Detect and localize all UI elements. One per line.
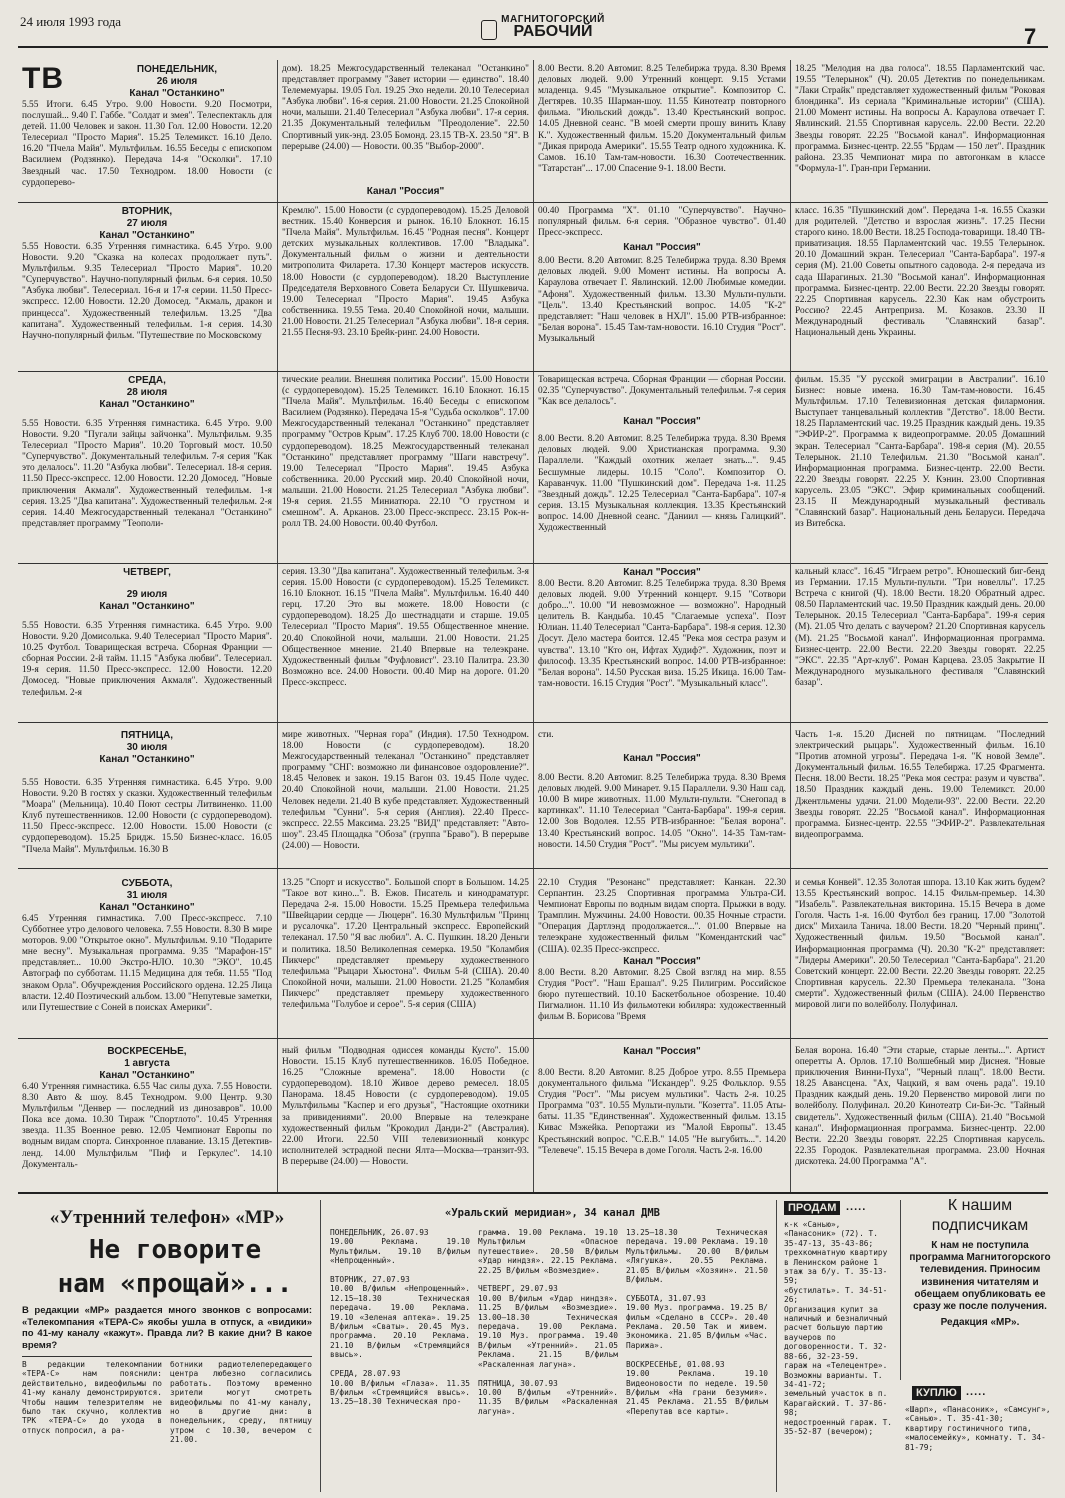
day-date: 29 июля xyxy=(126,589,168,600)
day-title: ПОНЕДЕЛЬНИК, xyxy=(136,64,218,75)
schedule-text: 8.00 Вести. 8.20 Автомиг. 8.25 Телебиржа труда. 8.30 Время деловых людей. 9.00 Момент истины. На вопросы А. Караулова отвечает Г. Явлинский. 12.00 Любимые комедии. "Афоня". Художественный фильм. 13.30 Мульти-пульти. "Цель". 13.40 Крестьянский вопрос. 14.05 "К-2" представляет: "Наш человек в НХЛ". 15.00 РТВ-избранное: "Белая ворона". 15.45 Там-там-новости. 16.10 Студия "Рост". Музыкальный xyxy=(538,256,786,344)
saturday-col-1 xyxy=(22,878,272,1036)
friday-col-3 xyxy=(538,730,786,866)
channel-name: Канал "Останкино" xyxy=(99,1070,195,1081)
ural-col-3: 13.25—18.30 Техническая передача. 19.00 Реклама. 19.10 Мультфильмы. 20.00 В/фильм «Лягушка». 20.55 Реклама. 21.05 В/фильм «Хозяин». 21.50 В/фильм. СУББОТА, 31.07.93 19.00 Муз. программа. 19.25 В/фильм «Сделано в СССР». 20.40 Реклама. 20.50 Так и живем. Экономика. 21.05 В/фильм «Час. Парижа». ВОСКРЕСЕНЬЕ, 01.08.93 19.00 Реклама. 19.10 Видеоновости по неделе. 19.50 В/фильм «На грани безумия». 21.45 Реклама. 21.55 В/фильм «Перепутав все карты». xyxy=(626,1228,768,1416)
sunday-col-3 xyxy=(538,1046,786,1190)
thursday-col-4 xyxy=(795,567,1045,720)
schedule-text: 5.55 Новости. 6.35 Утренняя гимнастика. 6.45 Утро. 9.00 Новости. 9.20 "Пугали зайцы зайчонка". Мультфильм. 9.35 Телесериал "Просто Мария". 10.20 Торговый мост. 10.50 "Суперчувство". Документальный телефильм. 7-я серия "Как это делалось". 11.20 "Азбука любви". Телесериал. 18-я серия. 11.50 Пресс-экспресс. 12.00 Новости. 12.20 Домосед. "Новые приключения Акмаля". Художественный телефильм. 1-я серия. 13.25 "Два капитана". Художественный телефильм. 2-я серия. 14.40 Межгосударственный телеканал "Останкино" представляет программу "Теополи- xyxy=(22,419,272,529)
sell-text: к-к «Санью», «Панасоник» (72). Т. 35-47-13, 35-43-86; трехкомнатную квартиру в Ленинском районе 1 этаж за б/у. Т. 35-13-59; «бустилать». Т. 34-51-26; Организация купит за наличный и безналичный расчет большую партию ваучеров по договоренности. Т. 32-88-66, 32-23-59. гараж на «Телецентре». Возможны варианты. Т. 34-41-72; земельный участок в п. Карагайский. Т. 37-86-98; недостроенный гараж. Т. 35-52-87 (вечером); xyxy=(784,1220,892,1436)
schedule-text: серия. 13.30 "Два капитана". Художественный телефильм. 3-я серия. 15.00 Новости (с сурдопереводом). 15.25 Телемикст. 16.10 Блокнот. 16.15 "Пчела Майя". Мультфильм. 16.40 440 герц. 17.20 Это вы можете. 18.00 Новости (с сурдопереводом). 18.25 До шестнадцати и старше. 19.05 Телесериал "Просто Мария". 19.55 Общественное мнение. 20.40 Спокойной ночи, малыши. 21.00 Новости. 21.25 Общественное мнение. 21.40 Впервые на телеэкране. Художественный фильм "Фуфловист". 23.10 Палитра. 23.30 Возможно все. 24.00 Новости. 00.40 Мир на дороге. 01.20 Пресс-экспресс. xyxy=(282,567,529,688)
schedule-text: кальный класс". 16.45 "Играем ретро". Юношеский биг-бенд из Германии. 17.15 Мульти-пульти. "Три новеллы". 17.25 Встреча с книгой (Ч). 18.00 Вести. 18.20 Обратный адрес. 08.50 Парламентский час. 19.50 Праздник каждый день. 20.00 Телерынок. 20.15 Телесериал "Санта-Барбара". 199-я серия (М). 21.05 Что делать с ваучером? 21.20 Спортивная карусель (М). 21.25 "Восьмой канал". Информационная программа. Бизнес-центр. 22.00 Вести. 22.20 Звезды говорят. 22.25 "ЭКС". 22.35 "Арт-клуб". Роман Карцева. 23.05 Закрытие II Международного музыкального фестиваля "Славянский базар". xyxy=(795,567,1045,688)
day-separator xyxy=(18,563,1048,564)
sunday-col-2 xyxy=(282,1046,529,1190)
day-date: 31 июля xyxy=(126,890,168,901)
column-rule xyxy=(790,60,791,1192)
schedule-text: 6.45 Утренняя гимнастика. 7.00 Пресс-экспресс. 7.10 Субботнее утро делового человека. 7.55 Новости. 8.30 В мире моторов. 9.00 "Открытое окно". Мультфильм. 9.10 "Подарите мне весну". Музыкальная программа. 9.35 "Марафон-15" представляет... 10.00 Экстро-НЛО. 10.30 "ЭКО". 10.45 Автограф по субботам. 11.15 Медицина для тебя. 11.55 "Под знаком Орла". Обучреждения Российского ордена. 12.25 Лица власти. 12.40 Поэтический альбом. 13.00 "Непутевые заметки, или Путешествие с Соней в поисках Америки". xyxy=(22,914,272,1013)
schedule-text: 13.25 "Спорт и искусство". Большой спорт в Большом. 14.25 "Такое вот кино...". В. Ежов. Писатель и кинодраматург. Передача 2-я. 15.00 Новости. 15.25 Премьера телефильма "Швейцарии сердце — Люцерн". 16.30 Мультфильм "Принц и русалочка". 17.20 Центральный экспресс. Европейский телеканал. 17.50 "Я вас любил". А. С. Пушкин. 18.20 Деньги и политика. 18.50 Великолепная семерка. 19.50 "Коламбия Пикчерс" представляет премьеру художественного телефильма "Рыцари Хьюстона". Фильм 5-й (США). 20.40 Спокойной ночи, малыши. 21.00 Новости. 21.25 "Коламбия Пикчерс" представляет премьеру художественного телефильма "Голубое и серое". 5-я серия (США) xyxy=(282,878,529,1011)
schedule-text: 8.00 Вести. 8.20 Автомиг. 8.25 Телебиржа труда. 8.30 Время деловых людей. 9.00 Минарет. 9.15 Параллели. 9.30 Наш сад. 10.00 В мире животных. 11.00 Мульти-пульти. "Снегопад в картинках". 11.10 Телесериал "Санта-Барбара". 199-я серия. 12.00 Зов Водолея. 12.55 РТВ-избранное: "Белая ворона". 13.40 Крестьянский вопрос. 14.05 "Окно". 14-35 Там-там-новости. 14.50 Студия "Рост". "Мы рисуем мультики". xyxy=(538,773,786,850)
channel-name: Канал "Останкино" xyxy=(99,601,195,612)
day-separator xyxy=(18,202,1048,203)
day-separator xyxy=(18,371,1048,372)
sell-rubric: ПРОДАМ xyxy=(784,1201,840,1215)
page-number: 7 xyxy=(1024,24,1037,49)
header-rule xyxy=(18,46,1048,48)
schedule-text: Кремлю". 15.00 Новости (с сурдопереводом). 15.25 Деловой вестник. 15.40 Конверсия и рынок. 16.10 Блокнот. 16.15 "Пчела Майя". Мультфильм. 16.45 "Родная песня". Концерт детских музыкальных коллективов. 17.00 "Владыка". Документальный фильм о жизни и деятельности митрополита Филарета. 17.30 Концерт мастеров искусств. 18.00 Новости (с сурдопереводом). 18.20 Выступление Председателя Верховного Совета Беларуси Ст. Шушкевича. 19.00 Телесериал "Просто Мария". 19.45 Азбука собственника. 19.55 Тема. 20.40 Спокойной ночи, малыши. 21.00 Новости. 21.25 Телесериал "Азбука любви". 18-я серия. 21.55 Песня-93. 23.10 Брейк-ринг. 24.00 Новости. xyxy=(282,206,529,339)
subscribers-title-line-2: подписчикам xyxy=(931,1217,1029,1234)
thursday-col-2 xyxy=(282,567,529,720)
channel-name: Канал "Россия" xyxy=(623,416,701,428)
day-date: 28 июля xyxy=(126,387,168,398)
friday-col-4 xyxy=(795,730,1045,866)
saturday-col-3 xyxy=(538,878,786,1036)
tv-section-label: ТВ xyxy=(22,62,64,95)
schedule-text: мире животных. "Черная гора" (Индия). 17.50 Технодром. 18.00 Новости (с сурдопереводом). 18.20 Межгосударственный телеканал "Останкино" представляет программу "СНГ: возможно ли финансовое оздоровление?". 18.45 Человек и закон. 19.15 Вагон 03. 19.45 Поле чудес. 20.40 Спокойной ночи, малыши. 21.00 Новости. 21.25 Человек недели. 21.40 В кубе представляет. Художественный телефильм "Сунни". 5-я серия (Англия). 22.40 Пресс-экспресс. 22.55 Максима. 23.25 "ВИД" представляет: "Авто-шоу". 23.45 Площадка "Обоза" (группа "Браво"). В перерыве (24.00) — Новости. xyxy=(282,730,529,851)
schedule-text: 5.55 Новости. 6.35 Утренняя гимнастика. 6.45 Утро. 9.00 Новости. 9.20 В гостях у сказки. Художественный телефильм "Моара" (Мельница). 10.40 Поют сестры Литвиненко. 11.00 Клуб путешественников. 12.00 Новости (с сурдопереводом). 11.50 Пресс-экспресс. 12.00 Новости. 15.00 Новости (с сурдопереводом). 15.25 Бридж. 15.50 Бизнес-класс. 16.05 "Пчела Майя". Мультфильм. 16.30 В xyxy=(22,778,272,855)
sunday-col-1 xyxy=(22,1046,272,1190)
day-separator xyxy=(18,722,1048,723)
schedule-text: 5.55 Новости. 6.35 Утренняя гимнастика. 6.45 Утро. 9.00 Новости. 9.20 "Сказка на колесах продолжает путь". Мультфильм. 9.35 Телесериал "Просто Мария". 10.20 "Суперчувство". Научно-популярный фильм. 6-я серия. 10.50 "Азбука любви". Телесериал. 16-я и 17-я серии. 11.50 Пресс-экспресс. 12.00 Новости. 12.20 Домосед. "Акмаль, дракон и принцесса". Художественный телефильм. 13.25 "Два капитана". Художественный телефильм. 1-я серия. 14.30 Научно-популярный фильм. "Путешествие по Московскому xyxy=(22,242,272,341)
issue-date: 24 июля 1993 года xyxy=(20,14,122,29)
day-title: ПЯТНИЦА, xyxy=(120,730,174,741)
schedule-text: дом). 18.25 Межгосударственный телеканал "Останкино" представляет программу "Завет истории — единство". 18.40 Телемемуары. 19.05 Гол. 19.25 Эхо недели. 20.10 Телесериал "Азбука любви". 16-я серия. 21.00 Новости. 21.25 Спокойной ночи, малыши. 21.40 Телесериал "Азбука любви". 17-я серия. 21.35 Документальный телефильм "Преодоление". 22.50 Спортивный уик-энд. 23.05 Бомонд. 23.15 ТВ-Х. 23.50 "Я". В перерыве (24.00) — Новости. 00.35 "Выбор-2000". xyxy=(282,64,529,152)
saturday-col-4 xyxy=(795,878,1045,1036)
subscribers-title-line-1: К нашим xyxy=(947,1197,1013,1214)
schedule-text: и семья Конвей". 12.35 Золотая шпора. 13.10 Как жить будем? 13.55 Крестьянский вопрос. 14.15 Фильм-премьер. 14.30 "Изабель". Развлекательная викторина. 15.15 Вечера в доме Гоголя. Часть 1-я. 16.00 Футбол без границ. 17.00 "Золотой диск" Михаила Танича. 18.00 Вести. 18.20 "Черный принц". Художественный фильм. 19.50 "Восьмой канал". Информационная программа (Ч). 20.30 "К-2" представляет: "Лидеры Америки". 20.50 Телесериал "Санта-Барбара". 21.20 Советский концерт. 22.00 Вести. 22.20 Звезды говорят. 22.25 Спортивная карусель. 22.30 Премьера телеканала. "Зона смерти". Художественный фильм (США). 24.00 Первенство мировой лиги по волейболу. Полуфинал. xyxy=(795,878,1045,1011)
channel-name: Канал "Россия" xyxy=(623,1046,701,1057)
mr-ad-lead: В редакции «МР» раздается много звонков с вопросами: «Телекомпания «ТЕРА-С» якобы ушла в отпуск, а «видики» по 41-му каналу «кажут». Правда ли? В какие дни? В какое время? xyxy=(22,1305,312,1351)
monday-col-3 xyxy=(538,64,786,200)
tuesday-col-1 xyxy=(22,206,272,369)
friday-col-1 xyxy=(22,730,272,866)
day-title: СРЕДА, xyxy=(128,375,166,386)
masthead-line-1: МАГНИТОГОРСКИЙ xyxy=(501,14,605,25)
schedule-text: 00.40 Программа "Х". 01.10 "Суперчувство". Научно-популярный фильм. 6-я серия. "Образное чувство". 01.40 Пресс-экспресс. xyxy=(538,206,786,239)
day-date: 26 июля xyxy=(156,76,198,87)
schedule-text: ный фильм "Подводная одиссея команды Кусто". 15.00 Новости. 15.15 Клуб путешественников. 16.05 Победное. 16.25 "Сложные времена". 18.00 Новости (с сурдопереводом). 18.10 Живое дерево ремесел. 18.05 Панорама. 18.45 Новости (с сурдопереводом). 19.05 Мультфильмы "Каспер и его друзья", "Настоящие охотники за привидениями". 20.00 Впервые на телеэкране художественный фильм "Крокодил Данди-2" (Австралия). 22.00 Итоги. 22.50 VIII телевизионный конкурс исполнителей эстрадной песни Ялта—Москва—транзит-93. В перерыве (24.00) — Новости. xyxy=(282,1046,529,1167)
column-rule xyxy=(776,1200,777,1492)
masthead-line-2: РАБОЧИЙ xyxy=(513,23,593,40)
column-rule xyxy=(900,1200,901,1380)
subscribers-text: К нам не поступила программа Магнитогорского телевидения. Приносим извинения читателям и обещаем опубликовать ее сразу же после получения. xyxy=(909,1240,1051,1313)
saturday-col-2 xyxy=(282,878,529,1036)
monday-col-2 xyxy=(282,64,529,180)
ural-col-1: ПОНЕДЕЛЬНИК, 26.07.93 19.00 Реклама. 19.10 Мультфильм. 19.10 В/фильм «Непрощенный». ВТОРНИК, 27.07.93 10.00 В/фильм «Непрощенный». 12.15—18.30 Техническая передача. 19.00 Реклама. 19.10 «Зеленая аптека». 19.25 В/фильм «Сваты». 20.45 Муз. программа. 20.10 Реклама. 21.10 В/фильм «Стремящийся ввысь». СРЕДА, 28.07.93 10.00 В/фильм «Глаза». 11.35 В/фильм «Стремящийся ввысь». 13.25—18.30 Техническая про- xyxy=(330,1228,470,1407)
schedule-text: 18.25 "Мелодия на два голоса". 18.55 Парламентский час. 19.55 "Телерынок" (Ч). 20.05 Детектив по понедельникам. "Лаки Страйк" представляет художественный фильм "Роковая блондинка". Из сериала "Криминальные истории" (США). 21.00 Момент истины. На вопросы А. Караулова отвечает Г. Явлинский. 21.55 Спортивная карусель. 22.00 Вести. 22.20 Звезды говорят. 22.25 "Восьмой канал". Информационная программа. Бизнес-центр. 22.55 "Брдам — 150 лет". Праздник района. 23.35 Чемпионат мира по автогонкам в классе "Формула-1". Гран-при Германии. xyxy=(795,64,1045,174)
buy-text: «Шарп», «Панасоник», «Самсунг», «Санью». Т. 35-41-30; квартиру гостиничного типа, «малосемейку», комнату. Т. 34-81-79; xyxy=(905,1405,1051,1452)
tuesday-col-3 xyxy=(538,206,786,369)
buy-rubric: КУПЛЮ xyxy=(912,1386,961,1400)
rubric-dots-decoration: ..... xyxy=(846,1201,867,1213)
wednesday-col-4 xyxy=(795,375,1045,561)
thursday-col-3 xyxy=(538,567,786,720)
schedule-text: 8.00 Вести. 8.20 Автомиг. 8.25 Доброе утро. 8.55 Премьера документального фильма "Искандер". 9.25 Фольклор. 9.55 Студия "Рост". "Мы рисуем мультики". Часть 2-я. 10.25 Программа "03". 10.55 Мульти-пульти. "Козетта". 11.05 Аты-баты. 11.35 "Единственная". Художественный фильм. 13.15 Кивас Мэжейка. Репортажи из "Малой Европы". 13.45 Крестьянский вопрос. "С.Е.В." 14.05 "Не выгубить...". 14.20 "Телевече". 15.15 Вечера в доме Гоголя. Часть 2-я. 16.00 xyxy=(538,1068,786,1156)
channel-name: Канал "Россия" xyxy=(623,242,701,254)
schedule-text: 8.00 Вести. 8.20 Автомиг. 8.25 Свой взгляд на мир. 8.55 Студия "Рост". "Наш Ерашал". 9.25 Пилигрим. Российское бюро путешествий. 10.10 Баскетбольное обозрение. 10.40 Пигмалион. 11.10 Из фильмотеки юбиляра: художественный фильм В. Борисова "Время xyxy=(538,967,786,1023)
schedule-text: 6.40 Утренняя гимнастика. 6.55 Час силы духа. 7.55 Новости. 8.30 Авто & шоу. 8.45 Технодром. 9.00 Центр. 9.30 Мультфильм "Денвер — последний из динозавров". 10.00 Пока все дома. 10.30 Тираж "Спортлото". 10.45 Утренняя звезда. 11.35 Военное ревю. 12.05 Чемпионат Европы по водным видам спорта. Синхронное плавание. 13.15 Детектив-ленд. 14.00 Мультфильм "Пиф и Геркулес". 14.10 Документаль- xyxy=(22,1082,272,1170)
rubric-dots-decoration: ..... xyxy=(966,1386,987,1398)
mr-ad-headline-line-2: нам «прощай»... xyxy=(57,1269,293,1299)
tuesday-col-4 xyxy=(795,206,1045,369)
day-title: ЧЕТВЕРГ, xyxy=(123,567,171,578)
schedule-text: класс. 16.35 "Пушкинский дом". Передача 1-я. 16.55 Сказки для родителей. "Детство и взрослая жизнь". 17.25 Песни старого кино. 18.00 Вести. 18.25 Господа-товарищи. 18.40 ТВ-приватизация. 18.55 Парламентский час. 19.55 Телерынок. 20.10 Домашний экран. Телесериал "Санта-Барбара". 197-я серия (М). 21.00 Советы опытного садовода. 2-я передача из сада Шарагиных. 21.30 "Восьмой канал". Информационная программа. Бизнес-центр. 22.00 Вести. 22.20 Звезды говорят. 22.25 Спортивная карусель. 22.30 Как нам обустроить Россию? 22.45 Антреприза. М. Козаков. 23.30 II Международный фестиваль "Славянский базар". Национальный день Украины. xyxy=(795,206,1045,339)
schedule-text: Товарищеская встреча. Сборная Франции — сборная России. 02.35 "Суперчувство". Документальный телефильм. 7-я серия "Как все делалось". xyxy=(538,375,786,408)
day-title: СУББОТА, xyxy=(121,878,173,889)
schedule-text: 5.55 Новости. 6.35 Утренняя гимнастика. 6.45 Утро. 9.00 Новости. 9.20 Домисолька. 9.40 Телесериал "Просто Мария". 10.25 Футбол. Товарищеская встреча. Сборная Франции — сборная России. 2-й тайм. 11.15 "Азбука любви". Телесериал. 19-я серия. 11.50 Пресс-экспресс. 12.00 Новости. 12.20 Домосед. "Новые приключения Акмаля". Художественный телефильм. 2-я xyxy=(22,621,272,698)
section-rule xyxy=(18,1192,1048,1194)
mr-ad-body-1: В редакции телекомпании «ТЕРА-С» нам пояснили: действительно, видеофильмы по 41-му каналу демонстрируются. Чтобы нашим телезрителям не было так скучно, коллектив ТРК «ТЕРА-С» до ухода в отпуск попросил, а ра- xyxy=(22,1360,162,1435)
mr-ad-rule xyxy=(22,1356,312,1357)
sunday-col-4 xyxy=(795,1046,1045,1190)
column-rule xyxy=(277,60,278,1192)
channel-name: Канал "Россия" xyxy=(623,753,701,765)
monday-col-1 xyxy=(22,64,272,200)
column-rule xyxy=(533,60,534,1192)
schedule-text: Белая ворона. 16.40 "Эти старые, старые ленты...". Артист оперетты А. Орлов. 17.10 Волшебный мир Диснея. "Новые приключения Винни-Пуха", "Черный плащ". 18.00 Вести. 18.25 Авансцена. "Ах, Чацкий, я вам очень рада". 19.10 Праздник каждый день. 19.20 Первенство мировой лиги по волейболу. Полуфинал. 20.20 Кинотеатр Си-Би-Эс. "Тайный свидетель". Художественный фильм (США). 21.40 "Восьмой канал". Информационная программа. Бизнес-центр. 22.00 Вести. 22.20 Звезды говорят. 22.25 Спортивная карусель. 22.35 Городок. Развлекательная программа. 23.00 Ночная дискотека. 24.00 Программа "А". xyxy=(795,1046,1045,1167)
schedule-text: сти. xyxy=(538,730,554,740)
day-title: ВОСКРЕСЕНЬЕ, xyxy=(107,1046,187,1057)
day-date: 1 августа xyxy=(124,1058,170,1069)
day-separator xyxy=(18,1038,1048,1039)
channel-name: Канал "Россия" xyxy=(623,567,701,578)
wednesday-col-3 xyxy=(538,375,786,561)
monday-col-4 xyxy=(795,64,1045,200)
column-rule xyxy=(320,1200,321,1492)
mr-ad-headline xyxy=(50,1233,300,1301)
channel-name: Канал "Останкино" xyxy=(99,399,195,410)
day-title: ВТОРНИК, xyxy=(121,206,173,217)
schedule-text: Часть 1-я. 15.20 Дисней по пятницам. "Последний электрический рыцарь". Художественный фильм. 16.10 "Против атомной угрозы". Передача 1-я. "К новой Земле". Документальный фильм. 16.55 Телебиржа. 17.25 Фрагмента. Песня. 18.00 Вести. 18.25 "Река моя сестра: разум и чувства". 18.50 Праздник каждый день. 19.00 Телемикст. 20.00 Джентльмены удачи. 21.00 Модели-93". 22.00 Вести. 22.20 Звезды говорят. 22.25 "Восьмой канал". Информационная программа. Бизнес-центр. 22.55 "ЭФИР-2". Развлекательная видеопрограмма. xyxy=(795,730,1045,840)
schedule-text: тические реалии. Внешняя политика России". 15.00 Новости (с сурдопереводом). 15.25 Телемикст. 16.10 Блокнот. 16.15 "Пчела Майя". Мультфильм. 16.40 Беседы с епископом Василием (Родзянко). Передача 15-я "Судьба осколков". 17.00 Межгосударственный телеканал "Останкино" представляет программу "Остров Крым". 17.25 Клуб 700. 18.00 Новости (с сурдопереводом). 18.25 Межгосударственный телеканал "Останкино" представляет программу "Шаги навстречу". 19.00 Телесериал "Просто Мария". 19.45 Азбука собственника. 20.00 Русский мир. 20.40 Спокойной ночи, малыши. 21.00 Новости. 21.25 Телесериал "Азбука любви". 19-я серия. 21.55 Миниатюра. 22.10 "О грустном и смешном". А. Арканов. 23.00 Пресс-экспресс. 23.15 Рок-н-ролл ТВ. 24.00 Новости. 00.40 Футбол. xyxy=(282,375,529,530)
subscribers-notice xyxy=(905,1240,1055,1329)
channel-name: Канал "Россия" xyxy=(623,955,701,967)
channel-name: Канал "Останкино" xyxy=(99,754,195,765)
ural-col-2: грамма. 19.00 Реклама. 19.10 Мультфильм «Опасное путешествие». 20.50 В/фильм «Удар ниндзя». 22.15 Реклама. 22.25 В/фильм «Возмездие». ЧЕТВЕРГ, 29.07.93 10.00 В/фильм «Удар ниндзя». 11.25 В/фильм «Возмездие». 13.00—18.30 Техническая передача. 19.00 Реклама. 19.10 Муз. программа. 19.40 В/фильм «Утренний». 21.05 Реклама. 21.15 В/фильм «Раскаленная лагуна». ПЯТНИЦА, 30.07.93 10.00 В/фильм «Утренний». 11.35 В/фильм «Раскаленная лагуна». xyxy=(478,1228,618,1416)
subscribers-title xyxy=(905,1196,1055,1236)
channel-name: Канал "Останкино" xyxy=(99,230,195,241)
day-date: 27 июля xyxy=(126,218,168,229)
friday-col-2 xyxy=(282,730,529,866)
day-date: 30 июля xyxy=(126,742,168,753)
schedule-text: 8.00 Вести. 8.20 Автомиг. 8.25 Телебиржа труда. 8.30 Время деловых людей. 9.00 Утренний концерт. 9.15 "Сотвори добро...". 10.00 "И невозможное — возможно". Народный целитель В. Кандыба. 10.45 "Слагаемые успеха". Поэт Юлиан. 11.40 Телесериал "Санта-Барбара". 198-я серия. 12.30 Доcут. Дело мастера боится. 12.45 "Река моя сестра разум и чувства". 13.10 "Кто он, Ифтах Худиф?". Художник, поэт и философ. 13.35 Крестьянский вопрос. 14.00 РТВ-избранное: "Белая ворона". 14.50 Русская виза. 15.25 Икица. 16.00 Там-там-новости. 16.15 Студия "Рост". "Музыкальный класс". xyxy=(538,579,786,689)
schedule-text: 8.00 Вести. 8.20 Автомиг. 8.25 Телебиржа труда. 8.30 Время деловых людей. 9.00 Христианская программа. 9.30 Параллели. "Каждый охотник желает знать...". 9.45 Бесшумные лидеры. 10.15 "Соло". Композитор О. Караванчук. 11.00 "Пушкинский дом". Передача 1-я. 11.25 "Звездный дождь". 12.25 Телесериал "Санта-Барбара". 107-я серия. 13.15 Музыкальная коллекция. 13.35 Крестьянский вопрос. 14.00 Дневной сеанс. "Даниил — князь Галицкий". Художественный xyxy=(538,434,786,534)
channel-name: Канал "Останкино" xyxy=(129,88,225,99)
schedule-text: фильм. 15.35 "У русской эмиграции в Австралии". 16.10 Бизнес: новые имена. 16.30 Там-там-новости. 16.45 Мультфильм. 17.10 Телевизионная детская филармония. Выступает танцевальный коллектив "Детство". 18.00 Вести. 18.25 Парламентский час. 19.25 Праздник каждый день. 19.35 "ЭФИР-2". Программа к видеопрограмме. 20.05 Домашний экран. Телесериал "Санта-Барбара". 198-я серия (М). 20.55 Телерынок. 21.10 Телефильм. 21.30 "Восьмой канал". Информационная программа. Бизнес-центр. 22.00 Вести. 22.20 Звезды говорят. 22.25 У. Кэнин. 23.00 Спортивная карусель. 23.05 "ЭКС". Эфир криминальных сообщений. 23.15 II Международный музыкальный фестиваль "Славянский базар". Национальный день Беларуси. Передача из Витебска. xyxy=(795,375,1045,530)
schedule-text: 5.55 Итоги. 6.45 Утро. 9.00 Новости. 9.20 Посмотри, послушай... 9.40 Г. Габбе. "Солдат и змея". Телеспектакль для детей. 11.00 Человек и закон. 11.30 Гол. 12.00 Новости. 12.20 Телесериал "Просто Мария". 15.25 Телемикст. 16.10 Дело. 16.20 "Пчела Майя". Мультфильм. 16.55 Беседы с епископом Василием (Родзянко). Передача 14-я "Осколки". 17.10 Звездный час. 17.50 Технодром. 18.00 Новости (с сурдоперево- xyxy=(22,100,272,188)
thursday-col-1 xyxy=(22,567,272,720)
channel-name: Канал "Россия" xyxy=(366,186,445,197)
wednesday-col-2 xyxy=(282,375,529,561)
schedule-text: 8.00 Вести. 8.20 Автомиг. 8.25 Телебиржа труда. 8.30 Время деловых людей. 9.00 Утренний концерт. 9.15 Устами младенца. 9.45 "Музыкальное открытие". Композитор С. Дегтярев. 10.35 Шарман-шоу. 11.55 Кинотеатр повторного фильма. "Июльский дождь". 13.40 Крестьянский вопрос. 14.05 Дневной сеанс. "В моей смерти прошу винить Клаву К.". Художественный фильм. 15.20 Документальный фильм "Дикая природа Америки". 15.55 Театр одного художника. К. Самов. 16.10 Там-там-новости. 16.30 Соотечественник. "Татарстан"... 17.00 Спасение 9-1. 18.00 Вести. xyxy=(538,64,786,174)
mr-ad-body-2: ботники радиотелепередающего центра любезно согласились работать. Поэтому временно зрители могут смотреть видеофильмы по 41-му каналу, но в другие дни: в понедельник, среду, пятницу утром с 10.30, вечером с 21.00. xyxy=(170,1360,312,1445)
wednesday-col-1 xyxy=(22,375,272,561)
mr-ad-headline-line-1: Не говорите xyxy=(88,1235,262,1265)
tuesday-col-2 xyxy=(282,206,529,369)
schedule-text: 22.10 Студия "Резонанс" представляет: Канкан. 22.30 Серпантин. 23.25 Спортивная программа Ультра-СИ. Чемпионат Европы по водным видам спорта. Прыжки в воду. Трамплин. Мужчины. 24.00 Новости. 00.35 Ночные страсти. "Операция Дартлэнд продолжается...". 01.00 Впервые на телеэкране художественный фильм "Комендантский час" (США). 02.35 Пресс-экспресс. xyxy=(538,878,786,955)
subscribers-sign: Редакция «МР». xyxy=(940,1317,1020,1329)
channel-name: Канал "Останкино" xyxy=(99,902,195,913)
ural-meridian-title: «Уральский меридиан», 34 канал ДМВ xyxy=(445,1207,660,1219)
mr-ad-title: «Утренний телефон» «МР» xyxy=(49,1207,285,1228)
day-separator xyxy=(18,868,1048,869)
paper-masthead xyxy=(478,14,628,38)
